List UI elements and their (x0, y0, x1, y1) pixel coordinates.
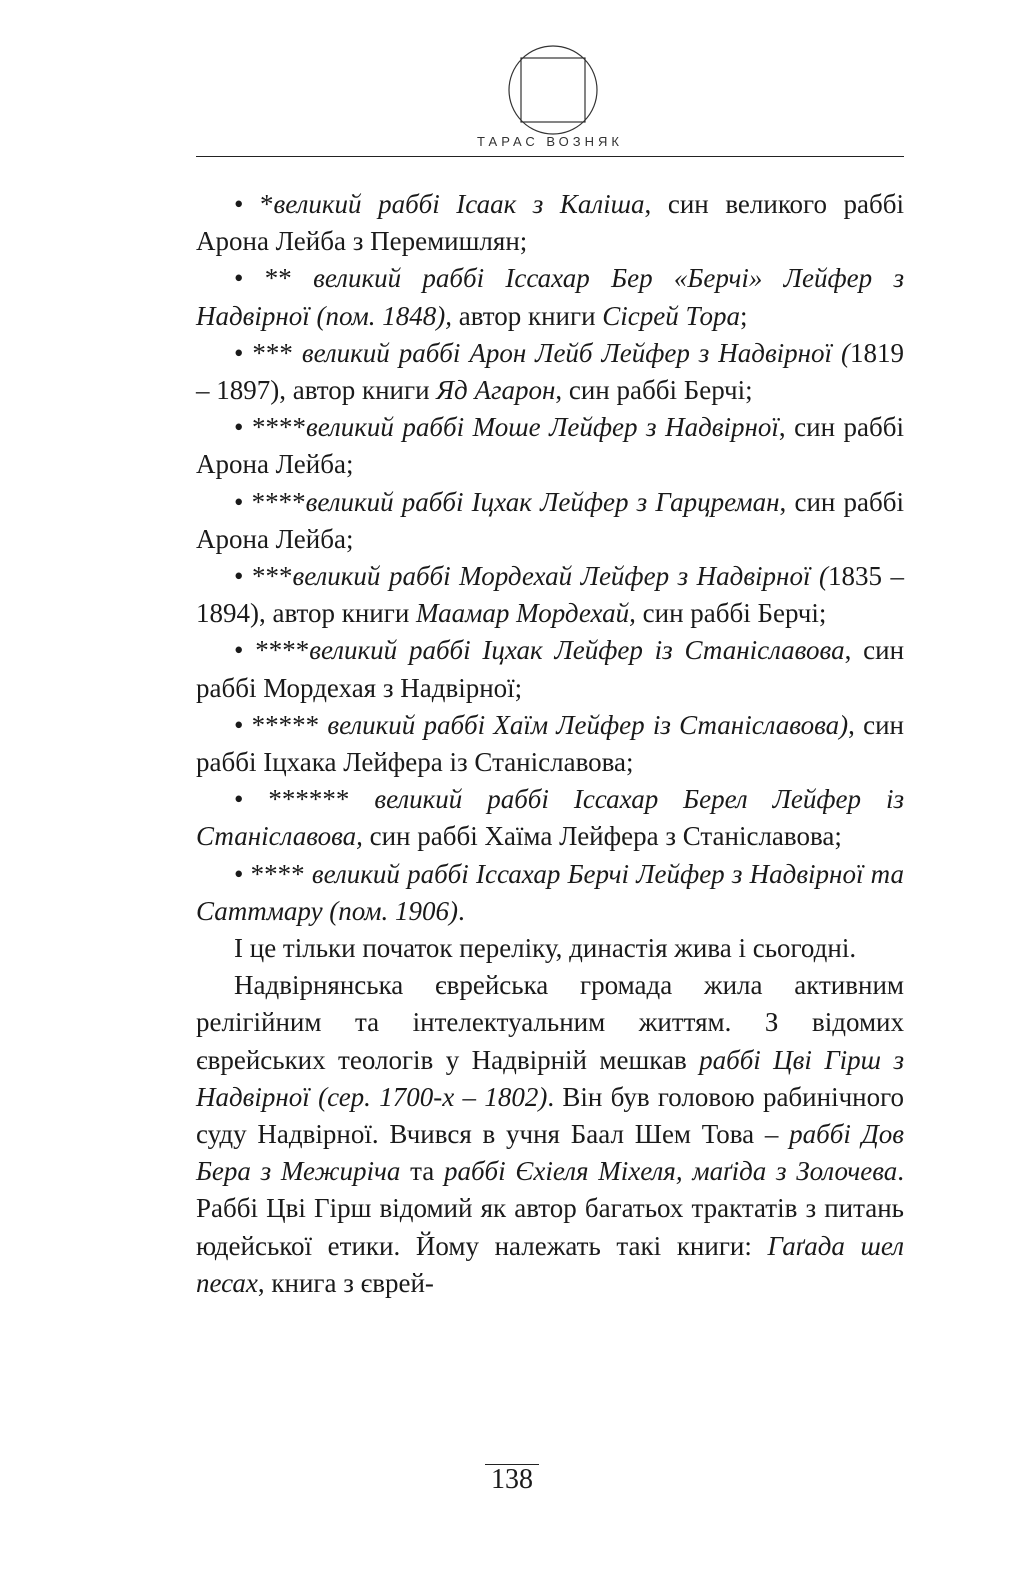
italic-text-run: Яд Агарон (436, 375, 556, 406)
italic-text-run: раббі Цві Гірш з Надвірної (сер. 1700-х – 1802) (196, 1044, 905, 1112)
text-run: . Він був головою рабинічного суду Надвірної. Вчився в учня Баал Шем Това – (196, 1081, 904, 1150)
italic-text-run: великий раббі Мордехай Лейфер з Надвірної ( (292, 561, 828, 592)
list-item (196, 409, 904, 483)
text-run: , книга з єврей- (257, 1267, 434, 1298)
text-run: , син раббі Берчі; (555, 375, 753, 406)
list-item (196, 558, 904, 632)
page-number-value: 138 (485, 1464, 539, 1495)
italic-text-run: великий раббі Іцхак Лейфер з Гарцреман (305, 486, 780, 517)
italic-text-run: раббі Дов Бера з Межиріча (196, 1119, 905, 1187)
list-item (196, 856, 904, 930)
text-run: • ** (234, 263, 314, 294)
text-run: 1835 – 1894), автор книги (196, 561, 905, 629)
italic-text-run: великий раббі Іцхак Лейфер із Станіславова (309, 635, 845, 666)
circle-square-logo-icon (507, 44, 599, 136)
list-item (196, 186, 904, 260)
italic-text-run: великий раббі Арон Лейб Лейфер з Надвірної ( (301, 337, 850, 368)
text-run: • **** (234, 858, 312, 889)
list-item (196, 781, 904, 855)
text-run: • **** (234, 412, 306, 443)
text-run: , син раббі Мордехая з Надвірної; (196, 635, 905, 703)
italic-text-run: великий раббі Хаїм Лейфер із Станіславова) (327, 709, 849, 740)
text-run: син раббі Берчі; (635, 598, 827, 629)
text-run: автор книги (451, 300, 603, 331)
italic-text-run: великий раббі Ісаак з Каліша (273, 189, 645, 219)
text-run: ; (740, 300, 748, 331)
list-item (196, 484, 904, 558)
text-run: • *** (234, 561, 293, 592)
text-run: 1819 – 1897), автор книги (196, 337, 904, 406)
text-run: син раббі Хаїма Лейфера з Станіславова; (362, 821, 842, 852)
text-run: , син раббі Арона Лейба; (196, 412, 905, 480)
dynasty-list (196, 186, 904, 930)
paragraph (196, 930, 904, 967)
italic-text-run: великий раббі Іссахар Берчі Лейфер з Надвірної та Саттмару (пом. 1906) (196, 858, 905, 926)
italic-text-run: великий раббі Іссахар Берел Лейфер із Станіславова, (196, 784, 904, 852)
italic-text-run: Маамар Мордехай, (416, 598, 636, 629)
text-run: • **** (234, 635, 310, 666)
paragraph (196, 967, 904, 1302)
text-run: . Раббі Цві Гірш відомий як автор багатьох трактатів з питань юдейської етики. Йому належать такі книги: (196, 1156, 904, 1261)
text-run: , син раббі Арона Лейба; (196, 486, 905, 554)
list-item (196, 260, 904, 334)
text-run: , син раббі Іцхака Лейфера із Станіславова; (196, 709, 904, 778)
header-rule (196, 156, 904, 157)
text-run: , син великого раббі Арона Лейба з Перемишлян; (196, 189, 905, 257)
page-number (0, 1464, 1024, 1496)
running-head: ТАРАС ВОЗНЯК (477, 134, 623, 149)
italic-text-run: Гаґада шел песах (196, 1230, 904, 1298)
text-run: • **** (234, 486, 306, 517)
text-run: • * (234, 189, 274, 219)
text-run: • ***** (234, 709, 328, 740)
body-text (196, 186, 904, 1302)
text-run: • *** (234, 337, 302, 368)
text-run: Надвірнянська єврейська громада жила активним релігійним та інтелектуальним життям. З відомих єврейських теологів у Надвірній мешкав (196, 970, 904, 1075)
italic-text-run: великий раббі Моше Лейфер з Надвірної (305, 412, 779, 443)
text-run: та (400, 1156, 444, 1187)
list-item (196, 632, 904, 706)
text-run: І це тільки початок переліку, династія жива і сьогодні. (234, 933, 857, 964)
list-item (196, 707, 904, 781)
text-run: • ****** (234, 784, 375, 815)
text-run: . (457, 895, 465, 926)
italic-text-run: великий раббі Іссахар Бер «Берчі» Лейфер з Надвірної (пом. 1848), (196, 263, 904, 331)
italic-text-run: раббі Єхіеля Міхеля, маґіда з Золочева (443, 1156, 898, 1187)
list-item (196, 335, 904, 409)
italic-text-run: Сісрей Тора (602, 300, 741, 331)
